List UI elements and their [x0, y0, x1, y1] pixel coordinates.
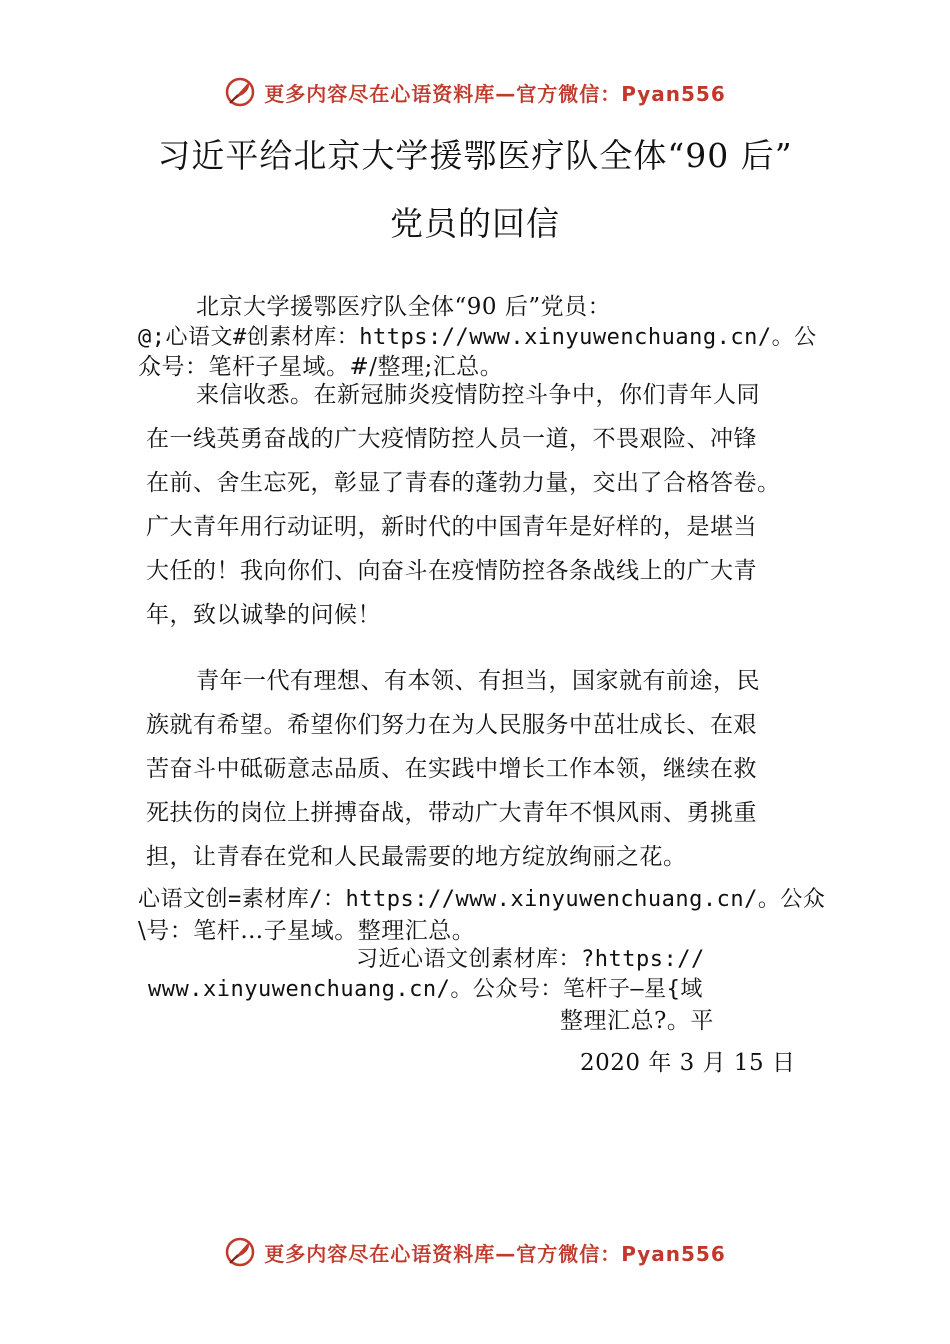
paragraph-1-line: 来信收悉。在新冠肺炎疫情防控斗争中，你们青年人同: [196, 382, 760, 408]
paragraph-1-line: 在前、舍生忘死，彰显了青春的蓬勃力量，交出了合格答卷。: [146, 470, 781, 496]
source-note-line: 众号：笔杆子星域。#/整理;汇总。: [138, 354, 504, 380]
paragraph-2-line: 死扶伤的岗位上拼搏奋战，带动广大青年不惧风雨、勇挑重: [146, 800, 757, 826]
paragraph-2-line: 担，让青春在党和人民最需要的地方绽放绚丽之花。: [146, 844, 687, 870]
letter-date: 2020 年 3 月 15 日: [580, 1050, 796, 1076]
watermark-footer: [0, 1232, 950, 1272]
page-title-line-1: 习近平给北京大学援鄂医疗队全体“90 后”: [157, 136, 793, 175]
source-note-line: 心语文创=素材库/：https://www.xinyuwenchuang.cn/。公众: [138, 887, 826, 912]
source-note-line: @;心语文#创素材库：https://www.xinyuwenchuang.cn/。公: [138, 325, 817, 350]
signature-line: www.xinyuwenchuang.cn/。公众号：笔杆子—星{域: [148, 977, 703, 1002]
watermark-text: 更多内容尽在心语资料库—官方微信：Pyan556: [264, 81, 726, 106]
feather-quill-icon: [224, 76, 256, 108]
paragraph-1-line: 年，致以诚挚的问候！: [146, 602, 381, 628]
paragraph-2-line: 青年一代有理想、有本领、有担当，国家就有前途，民: [196, 668, 760, 694]
source-note-line: \号：笔杆…子星域。整理汇总。: [138, 918, 476, 944]
paragraph-2-line: 族就有希望。希望你们努力在为人民服务中茁壮成长、在艰: [146, 712, 757, 738]
watermark-header: [0, 72, 950, 112]
signature-line: 习近心语文创素材库：?https://: [356, 947, 705, 972]
watermark-text: 更多内容尽在心语资料库—官方微信：Pyan556: [264, 1241, 726, 1266]
page-title-line-2: 党员的回信: [390, 204, 560, 243]
salutation: 北京大学援鄂医疗队全体“90 后”党员：: [196, 294, 612, 320]
paragraph-1-line: 广大青年用行动证明，新时代的中国青年是好样的，是堪当: [146, 514, 757, 540]
signature-line: 整理汇总?。平: [560, 1008, 714, 1034]
feather-quill-icon: [224, 1236, 256, 1268]
paragraph-2-line: 苦奋斗中砥砺意志品质、在实践中增长工作本领，继续在救: [146, 756, 757, 782]
paragraph-1-line: 大任的！我向你们、向奋斗在疫情防控各条战线上的广大青: [146, 558, 757, 584]
paragraph-1-line: 在一线英勇奋战的广大疫情防控人员一道，不畏艰险、冲锋: [146, 426, 757, 452]
